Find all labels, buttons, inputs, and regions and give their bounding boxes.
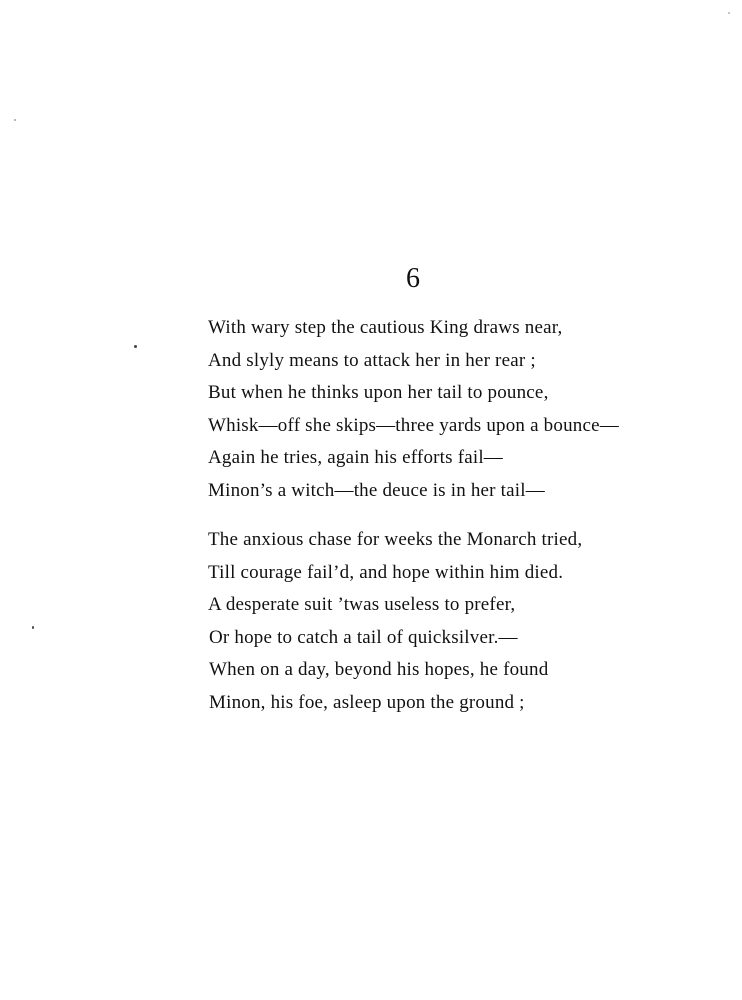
poem-line: Till courage fail’d, and hope within him died. <box>208 561 564 583</box>
poem-line: A desperate suit ’twas useless to prefer, <box>208 594 516 615</box>
page-number: 6 <box>406 263 420 294</box>
poem-line: And slyly means to attack her in her rear ; <box>208 349 536 371</box>
stanza-2 <box>208 524 728 719</box>
scan-speck <box>134 345 137 348</box>
scan-speck <box>14 119 16 121</box>
poem-line: When on a day, beyond his hopes, he found <box>209 659 549 680</box>
poem-line: Again he tries, again his efforts fail— <box>208 447 504 468</box>
poem-line: With wary step the cautious King draws near, <box>208 317 563 338</box>
poem-line: Minon’s a witch—the deuce is in her tail— <box>208 479 545 501</box>
poem-line: But when he thinks upon her tail to pounce, <box>208 382 549 403</box>
poem-line: Minon, his foe, asleep upon the ground ; <box>209 691 525 713</box>
poem-line: Whisk—off she skips—three yards upon a bounce— <box>208 414 619 436</box>
stanza-1 <box>208 312 728 507</box>
scan-speck <box>728 12 730 14</box>
poem-line: The anxious chase for weeks the Monarch tried, <box>208 529 583 550</box>
scan-speck <box>32 626 34 629</box>
poem-line: Or hope to catch a tail of quicksilver.— <box>209 626 518 648</box>
